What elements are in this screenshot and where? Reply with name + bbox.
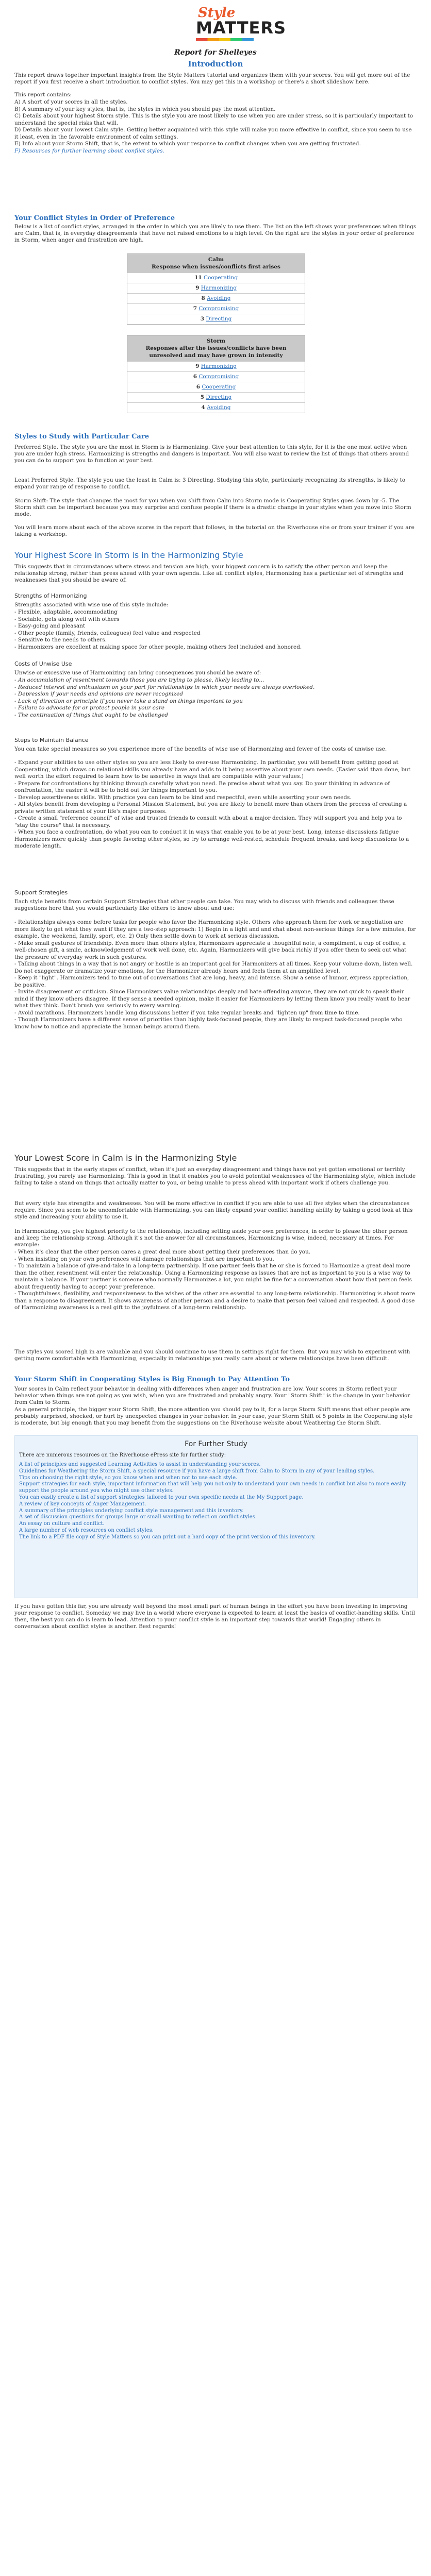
order-title: Your Conflict Styles in Order of Preference: [14, 214, 175, 222]
support-item: - Invite disagreement or criticism. Since Harmonizers value relationships deeply and hate offending anyone, they are not quick to speak their mind if they know others disagree. If they sense a needed opinion, make it easier for Harmonizers by letting them know you really want to hear what they think. Don't brush you seriously to every warning.: [14, 989, 410, 1009]
storm-score: 9: [195, 363, 200, 369]
strength-item: - Harmonizers are excellent at making space for other people, making others feel included and honored.: [14, 643, 302, 650]
calm-row: [127, 293, 305, 303]
support-item: - Though Harmonizers have a different sense of priorities than highly task-focused people, they are likely to respect task-focused people who know how to notice and appreciate the human beings around them.: [14, 1016, 403, 1030]
further-item[interactable]: Tips on choosing the right style, so you know when and when not to use each style.: [19, 1475, 238, 1481]
strengths-intro: Strengths associated with wise use of this style include:: [14, 602, 169, 608]
calm-style-link[interactable]: Cooperating: [204, 275, 238, 281]
storm-header-title: Storm: [206, 338, 226, 344]
logo-color-bar: [196, 38, 254, 41]
lowest-title: Your Lowest Score in Calm is in the Harmonizing Style: [14, 1153, 237, 1163]
support-intro: Each style benefits from certain Support Strategies that other people can take. You may wish to discuss with friends and colleagues these suggestions here that you would particularly like others to know about and use:: [14, 899, 394, 911]
storm-row: [127, 371, 305, 382]
costs-intro: Unwise or excessive use of Harmonizing can bring consequences you should be aware of:: [14, 670, 261, 676]
intro-list: [14, 99, 417, 155]
storm-shift-text-1: Your scores in Calm reflect your behavior in dealing with differences when anger and frustration are low. Your scores in Storm reflect your behavior when things are not going as you wish, when you are frustrated and probably angry. Your "Storm Shift" is the change in your behavior from Calm to Storm.: [14, 1386, 410, 1405]
balance-list: [14, 759, 417, 850]
cost-item: - Reduced interest and enthusiasm on your part for relationships in which your needs are always overlooked.: [14, 684, 315, 690]
order-text: Below is a list of conflict styles, arranged in the order in which you are likely to use them. The list on the left shows your preferences when things are Calm, that is, in everyday disagreements that have not raised emotions to a high level. On the right are the styles in your order of preference in Storm, when anger and frustration are high.: [14, 224, 417, 243]
balance-item: - Create a small "reference council" of wise and trusted friends to consult with about a major decision. They will support you and help you to "stay the course" that is necessary.: [14, 815, 402, 828]
closing-text: If you have gotten this far, you are already well beyond the most small part of human beings in the effort you have been investing in improving your response to conflict. Someday we may live in a world where everyone is expected to learn at least the basics of conflict-handling skills. Until then, the best you can do is learn to lead. Attention to your conflict style is an important step towards that world! Engaging others in conversation about conflict styles is another. Best regards!: [14, 1603, 415, 1630]
further-item[interactable]: A summary of the principles underlying conflict style management and this inventory.: [19, 1507, 244, 1514]
lowest-item: - To maintain a balance of give-and-take in a long-term partnership. If one partner feels that he or she is forced to Harmonize a great deal more than the other, resentment will enter the relationship. Using a Harmonizing response as issues that are not as important to you is a wise way to maintain a balance. If your partner is someone who normally Harmonizes a lot, you might be fine for a conversation about how that person feels about frequently having to accept your preference.: [14, 1263, 412, 1290]
further-item[interactable]: A review of key concepts of Anger Management.: [19, 1501, 146, 1507]
storm-table-header: [127, 335, 305, 361]
cost-item: - Depression if your needs and opinions are never recognized: [14, 691, 184, 697]
intro-item: A) A short of your scores in all the styles.: [14, 99, 128, 105]
storm-style-link[interactable]: Compromising: [198, 374, 239, 380]
particular-title: Styles to Study with Particular Care: [14, 433, 149, 440]
storm-score: 6: [196, 384, 200, 390]
balance-item: - Prepare for confrontations by thinking through carefully what you need. Be precise about what you say. Do your thinking in advance of confrontation, the easier it will be to hold out for things important to you.: [14, 780, 390, 793]
least-style-text: Least Preferred Style. The style you use the least in Calm is: 3 Directing. Studying this style, particularly recognizing its strengths, is likely to expand your range of response to conflict.: [14, 477, 406, 490]
calm-style-link[interactable]: Directing: [206, 316, 232, 322]
storm-style-link[interactable]: Cooperating: [202, 384, 236, 390]
storm-table: [127, 335, 305, 413]
further-item[interactable]: A large number of web resources on conflict styles.: [19, 1527, 154, 1533]
report-for-heading: Report for Shelleyes: [174, 48, 257, 57]
logo-matters-text: MATTERS: [196, 18, 287, 38]
strengths-heading: Strengths of Harmonizing: [14, 592, 87, 599]
support-item: - Talking about things in a way that is not angry or hostile is an important goal for Harmonizers at all times. Keep your volume down, listen well. Do not exaggerate or dramatize your emotions, for the Harmonizer already hears and feels them at an amplified level.: [14, 961, 413, 974]
strength-item: - Other people (family, friends, colleagues) feel value and respected: [14, 630, 201, 636]
support-item: - Keep it "light". Harmonizers tend to tune out of conversations that are long, heavy, and intense. Show a sense of humor, express appreciation, be positive.: [14, 975, 409, 988]
further-title: For Further Study: [185, 1440, 247, 1448]
intro-item-link[interactable]: F) Resources for further learning about conflict styles.: [14, 147, 164, 154]
calm-score: 9: [195, 285, 200, 291]
further-item[interactable]: Guidelines for Weathering the Storm Shift, a special resource if you have a large shift from Calm to Storm in any of your leading styles.: [19, 1468, 375, 1474]
calm-header-title: Calm: [208, 257, 224, 263]
further-study-box: [14, 1435, 418, 1598]
lowest-text-1: This suggests that in the early stages of conflict, when it's just an everyday disagreement and things have not yet gotten emotional or terribly frustrating, you rarely use Harmonizing. This is good in that it enables you to avoid potential weaknesses of the Harmonizing style, which include failing to take a stand on things that actually matter to you, or being unable to press ahead with important work if others challenge you.: [14, 1166, 416, 1186]
storm-shift-title: Your Storm Shift in Cooperating Styles is Big Enough to Pay Attention To: [14, 1376, 290, 1383]
balance-item: - When you face a confrontation, do what you can to conduct it in ways that enable you to be at your best. Long, intense discussions fatigue Harmonizers more quickly than people favoring other styles, so try to arrange well-rested, schedule frequent breaks, and keep discussions to a moderate length.: [14, 829, 409, 849]
costs-list: [14, 677, 417, 719]
calm-row: [127, 303, 305, 314]
logo-style-text: Style: [198, 5, 236, 21]
cost-item: - The continuation of things that ought to be challenged: [14, 711, 168, 718]
lowest-item: - When insisting on your own preferences will damage relationships that are important to you.: [14, 1256, 274, 1262]
further-list: [19, 1462, 413, 1541]
strength-item: - Flexible, adaptable, accommodating: [14, 609, 118, 615]
storm-row: [127, 361, 305, 371]
intro-text: This report draws together important insights from the Style Matters tutorial and organizes them with your scores. You will get more out of the report if you first receive a short introduction to conflict styles. You may get this in a workshop or there's a short slideshow here.: [14, 72, 410, 85]
intro-contains-label: This report contains:: [14, 92, 72, 98]
calm-table-header: [127, 254, 305, 273]
highest-text: This suggests that in circumstances where stress and tension are high, your biggest concern is to satisfy the other person and keep the relationship strong, rather than press ahead with your own agenda. Like all conflict styles, Harmonizing has a particular set of strengths and weaknesses that you should be aware of.: [14, 564, 404, 583]
strength-item: - Sensitive to the needs to others.: [14, 637, 107, 643]
storm-shift-text: Storm Shift: The style that changes the most for you when you shift from Calm into Storm mode is Cooperating Styles goes down by -5. The Storm shift can be important because you may surprise and confuse people if there is a drastic change in your styles when you move into Storm mode.: [14, 498, 411, 517]
calm-style-link[interactable]: Compromising: [198, 306, 239, 312]
intro-item: E) Info about your Storm Shift, that is, the extent to which your response to conflict changes when you are getting frustrated.: [14, 141, 361, 147]
highest-title: Your Highest Score in Storm is in the Harmonizing Style: [14, 550, 243, 560]
further-intro: There are numerous resources on the Riverhouse ePress site for further study:: [19, 1452, 226, 1458]
cost-item: - Lack of direction or principle if you never take a stand on things important to you: [14, 698, 243, 704]
storm-header-subtitle: Responses after the issues/conflicts have been unresolved and may have grown in intensity: [145, 345, 287, 359]
storm-row: [127, 392, 305, 402]
support-item: - Relationships always come before tasks for people who favor the Harmonizing style. Others who approach them for work or negotiation are more likely to get what they want if they are a two-step approach: 1) Begin in a light and and chat about non-serious things for a few minutes, for example, the weekend, family, sport, etc. 2) Only then settle down to work at serious discussion.: [14, 919, 416, 939]
further-item[interactable]: A list of principles and suggested Learning Activities to assist in understanding your scores.: [19, 1462, 261, 1467]
calm-score: 3: [200, 316, 204, 322]
further-item[interactable]: You can easily create a list of support strategies tailored to your own specific needs at the My Support page.: [19, 1494, 304, 1500]
storm-score: 4: [201, 404, 205, 411]
storm-row: [127, 402, 305, 413]
balance-item: - Expand your abilities to use other styles so you are less likely to over-use Harmonizing. In particular, you will benefit from getting good at Cooperating, which draws on relational skills you already have and adds to it being assertive about your own needs. (Easier said than done, but well worth the effort required to learn how to be assertive in ways that are compatible with your values.): [14, 759, 411, 779]
storm-style-link[interactable]: Avoiding: [207, 404, 231, 411]
storm-row: [127, 382, 305, 392]
storm-score: 6: [193, 374, 197, 380]
lowest-text-3: In Harmonizing, you give highest priority to the relationship, including setting aside your own preferences, in order to please the other person and keep the relationship strong. Although it's not the answer for all circumstances, Harmonizing is wise, indeed, necessary at times. For example:: [14, 1228, 408, 1248]
lowest-text-4: The styles you scored high in are valuable and you should continue to use them in settings right for them. But you may wish to experiment with getting more comfortable with Harmonizing, especially in relationships you really care about or where relationships have been difficult.: [14, 1349, 410, 1362]
strengths-list: [14, 609, 417, 651]
lowest-list: [14, 1249, 417, 1312]
cost-item: - Failure to advocate for or protect people in your care: [14, 705, 165, 711]
storm-style-link[interactable]: Harmonizing: [201, 363, 237, 369]
support-item: - Make small gestures of friendship. Even more than others styles, Harmonizers appreciate a thoughtful note, a compliment, a cup of coffee, a well-chosen gift, a smile, acknowledgement of work well done, etc. Again, Harmonizers will give back richly if you offer them to seek out what the pressure of everyday work in such gestures.: [14, 940, 407, 960]
support-list: [14, 919, 417, 1030]
intro-item: B) A summary of your key styles, that is, the styles in which you should pay the most attention.: [14, 106, 276, 112]
lowest-item: - Thoughtfulness, flexibility, and responsiveness to the wishes of the other are essential to any long-term relationship. Harmonizing is about more than a response to disagreement. It shows awareness of another person and a desire to make that person feel valued and respected. A good dose of Harmonizing awareness is a real gift to the joyfulness of a long-term relationship.: [14, 1291, 416, 1311]
calm-score: 8: [201, 295, 205, 301]
storm-style-link[interactable]: Directing: [206, 394, 232, 400]
cost-item: - An accumulation of resentment towards those you are trying to please, likely leading to...: [14, 677, 264, 683]
calm-row: [127, 273, 305, 283]
calm-table: [127, 253, 305, 325]
strength-item: - Sociable, gets along well with others: [14, 616, 120, 622]
balance-intro: You can take special measures so you experience more of the benefits of wise use of Harmonizing and fewer of the costs of unwise use.: [14, 746, 387, 752]
calm-row: [127, 314, 305, 324]
strength-item: - Easy-going and pleasant: [14, 623, 86, 629]
lowest-text-2: But every style has strengths and weaknesses. You will be more effective in conflict if you are able to use all five styles when the circumstances require. Since you seem to be uncomfortable with Harmonizing, you can likely expand your conflict handling ability by taking a good look at this style and increasing your ability to use it.: [14, 1200, 413, 1220]
balance-item: - Develop assertiveness skills. With practice you can learn to be kind and respectful, even while asserting your own needs.: [14, 794, 352, 801]
balance-item: - All styles benefit from developing a Personal Mission Statement, but you are likely to benefit more than others from the process of creating a private written statement of your life's major purposes.: [14, 801, 407, 815]
intro-title: Introduction: [188, 59, 243, 69]
intro-item: D) Details about your lowest Calm style. Getting better acquainted with this style will make you more effective in conflict, since you seem to use it least, even in the favorable environment of calm settings.: [14, 127, 412, 140]
costs-heading: Costs of Unwise Use: [14, 660, 72, 667]
further-item[interactable]: The link to a PDF file copy of Style Matters so you can print out a hard copy of the print version of this inventory.: [19, 1534, 316, 1540]
further-item[interactable]: An essay on culture and conflict.: [19, 1521, 105, 1527]
calm-style-link[interactable]: Harmonizing: [201, 285, 237, 291]
further-item[interactable]: A set of discussion questions for groups large or small wanting to reflect on conflict styles.: [19, 1514, 257, 1520]
lowest-item: - When it's clear that the other person cares a great deal more about getting their preferences than do you.: [14, 1249, 311, 1255]
learn-more-text: You will learn more about each of the above scores in the report that follows, in the tutorial on the Riverhouse site or from your trainer if you are taking a workshop.: [14, 524, 415, 537]
calm-row: [127, 283, 305, 293]
report-page: [14, 0, 417, 2576]
calm-style-link[interactable]: Avoiding: [207, 295, 231, 301]
intro-item: C) Details about your highest Storm style. This is the style you are most likely to use when you are under stress, so it is particularly important to understand the special risks that will.: [14, 113, 413, 126]
storm-score: 5: [200, 394, 204, 400]
support-heading: Support Strategies: [14, 889, 68, 896]
calm-score: 7: [193, 306, 197, 312]
preferred-style-text: Preferred Style. The style you are the most in Storm is is Harmonizing. Give your best attention to this style, for it is the one most active when you are under high stress. Harmonizing is strengths and dangers is important. You will also want to review the list of things that others around you can do to support you to function at your best.: [14, 444, 409, 464]
support-item: - Avoid marathons. Harmonizers handle long discussions better if you take regular breaks and "lighten up" from time to time.: [14, 1009, 360, 1016]
further-item[interactable]: Support strategies for each style, important information that will help you not only to understand your own needs in conflict but also to more easily support the people around you who might use other styles.: [19, 1481, 406, 1494]
calm-score: 11: [194, 275, 202, 281]
style-matters-logo: [196, 5, 287, 41]
balance-heading: Steps to Maintain Balance: [14, 737, 89, 743]
storm-shift-text-2: As a general principle, the bigger your Storm Shift, the more attention you should pay to it, for a large Storm Shift means that other people are probably surprised, shocked, or hurt by unexpected changes in your behavior. In your case, your Storm Shift of 5 points in the Cooperating style is moderate, but big enough that you may benefit from the suggestions on the Riverhouse website about Weathering the Storm Shift.: [14, 1406, 413, 1426]
calm-header-subtitle: Response when issues/conflicts first arises: [152, 264, 280, 270]
